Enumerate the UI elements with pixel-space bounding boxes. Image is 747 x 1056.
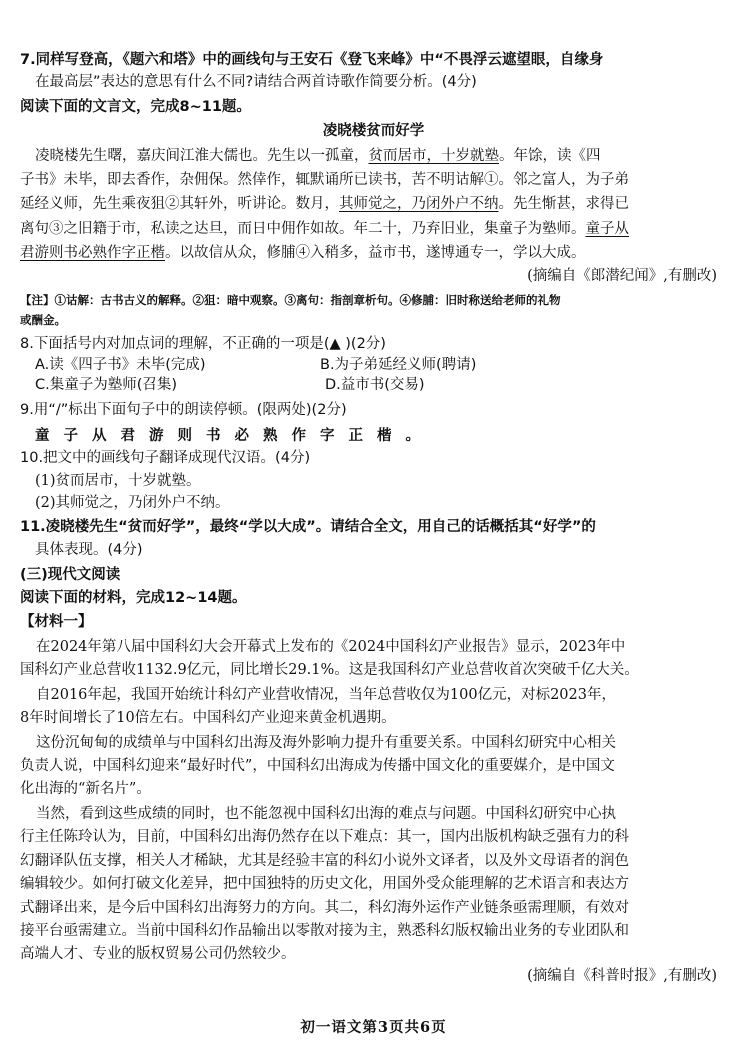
material-line: 国科幻产业总营收1132.9亿元，同比增长29.1%。这是我国科幻产业总营收首次突破千亿大关。 [20, 662, 639, 678]
material-line: 自2016年起，我国开始统计科幻产业营收情况，当年总营收仅为100亿元，对标2023年， [36, 687, 616, 703]
q7-line2: 在最高层”表达的意思有什么不同?请结合两首诗歌作简要分析。(4分) [35, 74, 477, 90]
classical-line-3-text: 延经义师，先生乘夜狙②其轩外，听讲论。数月， [20, 196, 339, 212]
classical-line-3 [20, 194, 629, 214]
material-line: 在2024年第八届中国科幻大会开幕式上发布的《2024中国科幻产业报告》显示，2023年中 [36, 639, 626, 655]
modern-instruction: 阅读下面的材料，完成12~14题。 [20, 590, 247, 606]
classical-title: 凌晓楼贫而好学 [322, 122, 425, 139]
q8-option-a: A.读《四子书》未毕(完成) [35, 357, 206, 373]
classical-line-1-end: 。年馀，读《四 [499, 148, 601, 164]
q11-line2: 具体表现。(4分) [35, 542, 143, 558]
classical-line-4 [20, 219, 629, 239]
classical-line-1 [35, 146, 601, 166]
q9-stem: 9.用“/”标出下面句子中的朗读停顿。(限两处)(2分) [20, 402, 347, 418]
classical-line-3-end: 。先生惭甚，求得已 [498, 196, 629, 212]
modern-source: (摘编自《科普时报》,有删改) [527, 968, 717, 984]
classical-underlined-2: 其师觉之，乃闭外户不纳 [339, 196, 499, 212]
classical-instruction: 阅读下面的文言文，完成8~11题。 [20, 99, 251, 115]
classical-underlined-3a: 童子从 [585, 221, 629, 237]
classical-note: 【注】①诂解：古书古义的解释。②狙：暗中观察。③离句：指剖章析句。④修脯：旧时称送给老师的礼物 [20, 293, 561, 307]
material-line: 行主任陈玲认为，目前，中国科幻出海仍然存在以下难点：其一，国内出版机构缺乏强有力的科 [20, 829, 629, 845]
material-line: 当然，看到这些成绩的同时，也不能忽视中国科幻出海的难点与问题。中国科幻研究中心执 [36, 806, 616, 822]
classical-line-2: 子书》未毕，即去香作，杂佣保。然倖作，辄默诵所已读书，苦不明诂解①。邻之富人，为子弟 [20, 172, 629, 188]
classical-note-cont: 或酬金。 [20, 313, 66, 327]
page-footer: 初一语文第3页共6页 [300, 1019, 447, 1036]
classical-line-1-text: 凌晓楼先生曙，嘉庆间江淮大儒也。先生以一孤童， [35, 148, 369, 164]
classical-line-4-text: 离句③之旧籍于市，私读之达旦，而日中佣作如故。年二十，乃弃旧业，集童子为塾师。 [20, 221, 586, 237]
q8-stem: 8.下面括号内对加点词的理解，不正确的一项是(▲ )(2分) [20, 336, 386, 352]
classical-underlined-3b: 君游则书必熟作字正楷 [20, 245, 165, 261]
modern-section-title: (三)现代文阅读 [20, 567, 121, 583]
q11-line1: 11.凌晓楼先生“贫而好学”，最终“学以大成”。请结合全文，用自己的话概括其“好学”的 [20, 519, 596, 535]
q8-option-b: B.为子弟延经义师(聘请) [320, 357, 477, 373]
material-line: 负责人说，中国科幻迎来“最好时代”，中国科幻出海成为传播中国文化的重要媒介，是中国文 [20, 758, 615, 774]
material-line: 这份沉甸甸的成绩单与中国科幻出海及海外影响力提升有重要关系。中国科幻研究中心相关 [36, 735, 616, 751]
material-line: 化出海的“新名片”。 [20, 781, 151, 797]
classical-line-5 [20, 243, 586, 263]
material-line: 编辑较少。如何打破文化差异，把中国独特的历史文化，用国外受众能理解的艺术语言和表达方 [20, 876, 629, 892]
q7-line1: 7.同样写登高，《题六和塔》中的画线句与王安石《登飞来峰》中“不畏浮云遮望眼，自缘身 [20, 52, 604, 68]
material-line: 式翻译出来，是今后中国科幻出海努力的方向。其二，科幻海外运作产业链条亟需理顺，有效对 [20, 900, 629, 916]
classical-source: (摘编自《郎潜纪闻》,有删改) [527, 268, 717, 284]
classical-underlined-1: 贫而居市，十岁就塾 [368, 148, 499, 164]
q8-option-d: D.益市书(交易) [325, 377, 425, 393]
q10-sentence-2: (2)其师觉之，乃闭外户不纳。 [35, 495, 230, 511]
material-line: 接平台亟需建立。当前中国科幻作品输出以零散对接为主，熟悉科幻版权输出业务的专业团队和 [20, 923, 629, 939]
q10-stem: 10.把文中的画线句子翻译成现代汉语。(4分) [20, 450, 311, 466]
material-1-label: 【材料一】 [20, 614, 93, 630]
material-line: 8年时间增长了10倍左右。中国科幻产业迎来黄金机遇期。 [20, 710, 396, 726]
material-line: 高端人才、专业的版权贸易公司仍然较少。 [20, 946, 296, 962]
q10-sentence-1: (1)贫而居市，十岁就塾。 [35, 473, 201, 489]
q8-option-c: C.集童子为塾师(召集) [35, 377, 178, 393]
q9-sentence: 童子从君游则书必熟作字正楷。 [35, 427, 434, 444]
classical-line-5-end: 。以故信从众，修脯④入稍多，益市书，遂博通专一，学以大成。 [165, 245, 586, 261]
material-line: 幻翻译队伍支撑，相关人才稀缺，尤其是经验丰富的科幻小说外文译者，以及外文母语者的润色 [20, 853, 629, 869]
